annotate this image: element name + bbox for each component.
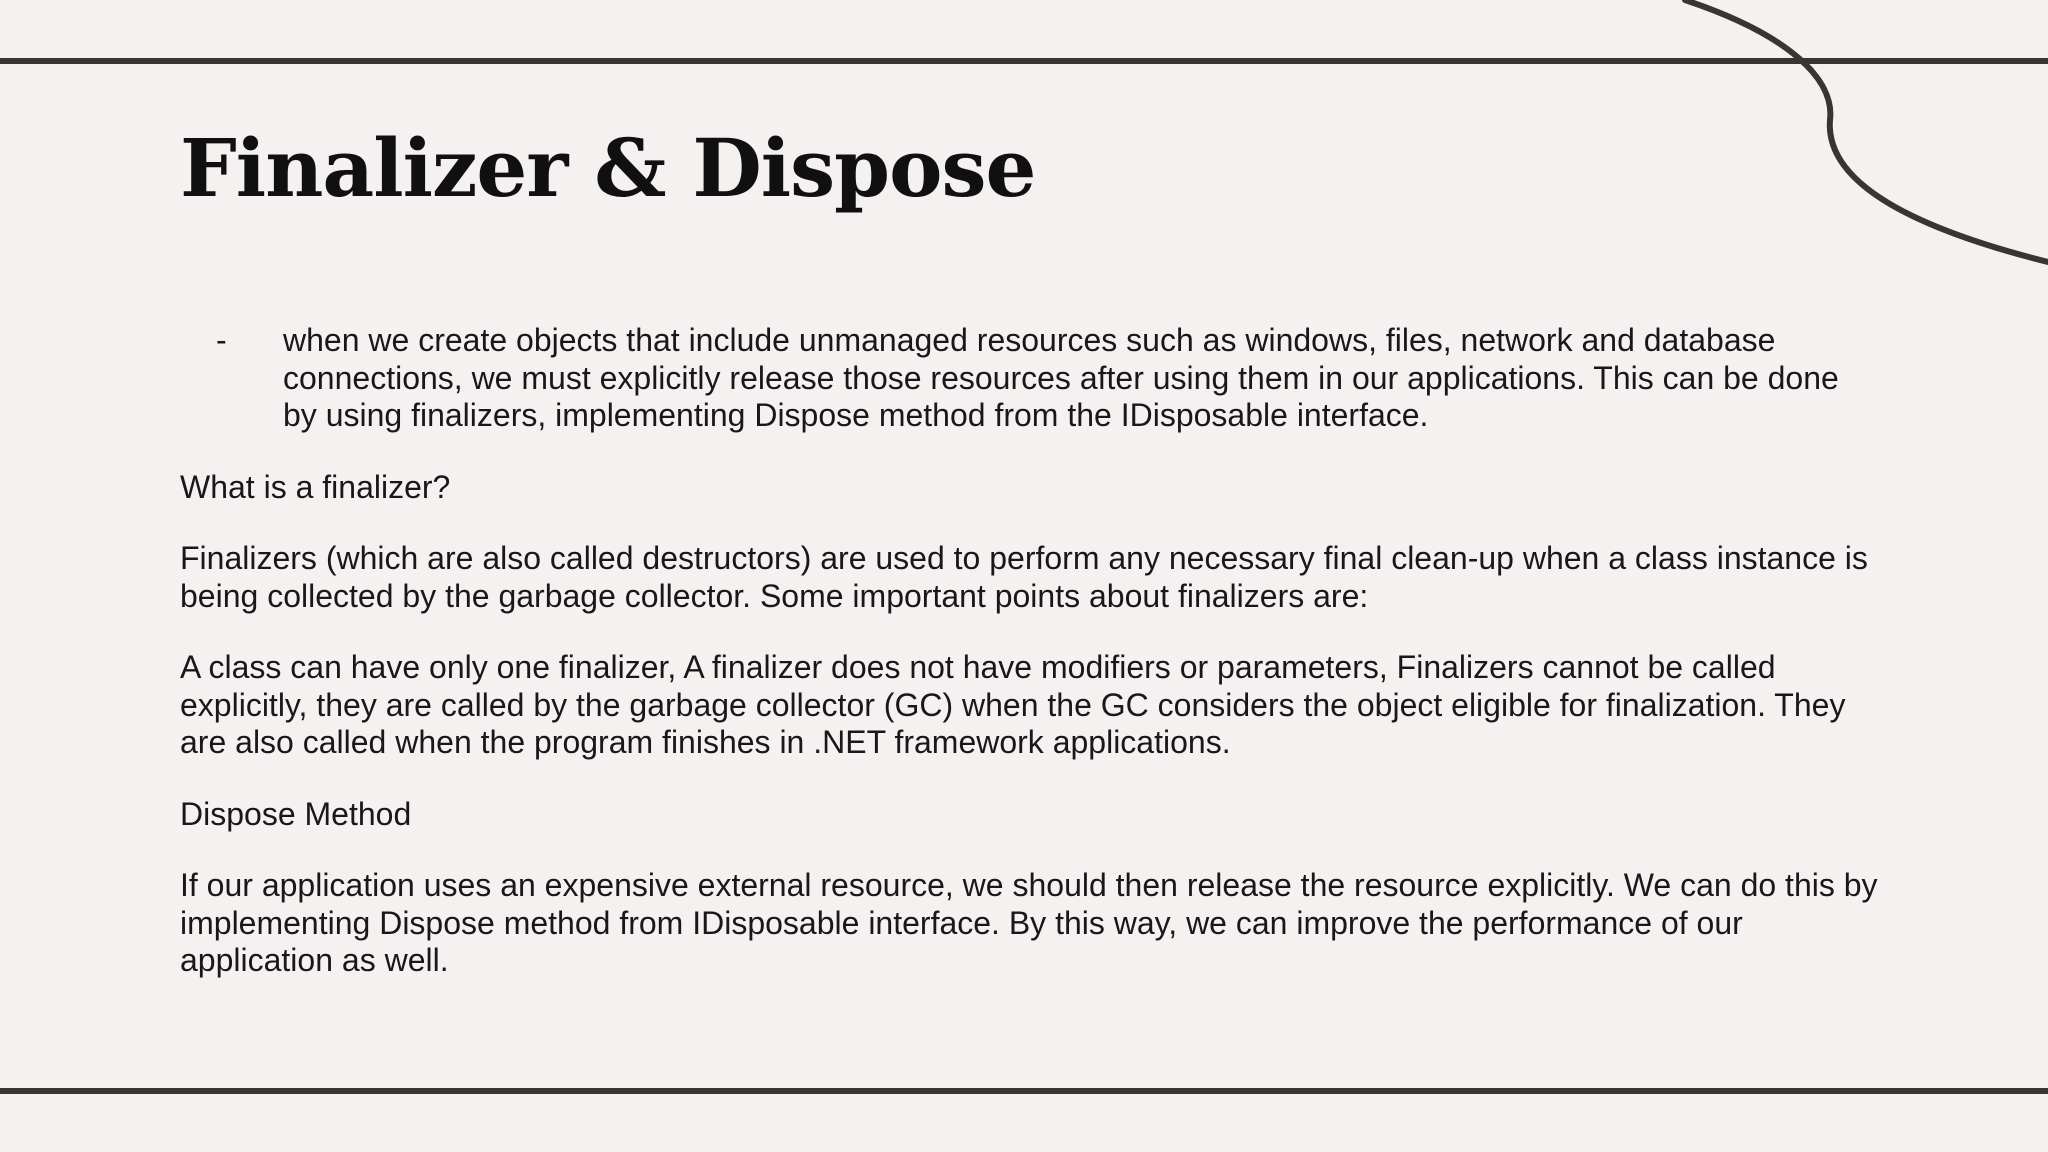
dispose-heading: Dispose Method: [180, 795, 412, 832]
bullet-item: [180, 322, 1880, 435]
finalizer-points: A class can have only one finalizer, A finalizer does not have modifiers or parameters, Finalizers cannot be called explicitly, they are called by the garbage collector (GC) when the GC considers the object eligible for finalization. They are also called when the program finishes in .NET framework applications.: [180, 649, 1846, 760]
finalizer-definition: Finalizers (which are also called destructors) are used to perform any necessary final clean-up when a class instance is being collected by the garbage collector. Some important points about finalizers are:: [180, 540, 1868, 614]
finalizer-question: What is a finalizer?: [180, 468, 451, 505]
slide-body: [180, 322, 1880, 1014]
top-divider-line: [0, 58, 2048, 64]
bottom-divider-line: [0, 1088, 2048, 1094]
bullet-marker: -: [216, 322, 227, 358]
slide-title: Finalizer & Dispose: [180, 121, 1036, 215]
bullet-text: when we create objects that include unmanaged resources such as windows, files, network and database connections, we must explicitly release those resources after using them in our applications. This can be done by using finalizers, implementing Dispose method from the IDisposable interface.: [283, 322, 1839, 433]
dispose-description: If our application uses an expensive external resource, we should then release the resource explicitly. We can do this by implementing Dispose method from IDisposable interface. By this way, we can improve the performance of our application as well.: [180, 867, 1878, 978]
